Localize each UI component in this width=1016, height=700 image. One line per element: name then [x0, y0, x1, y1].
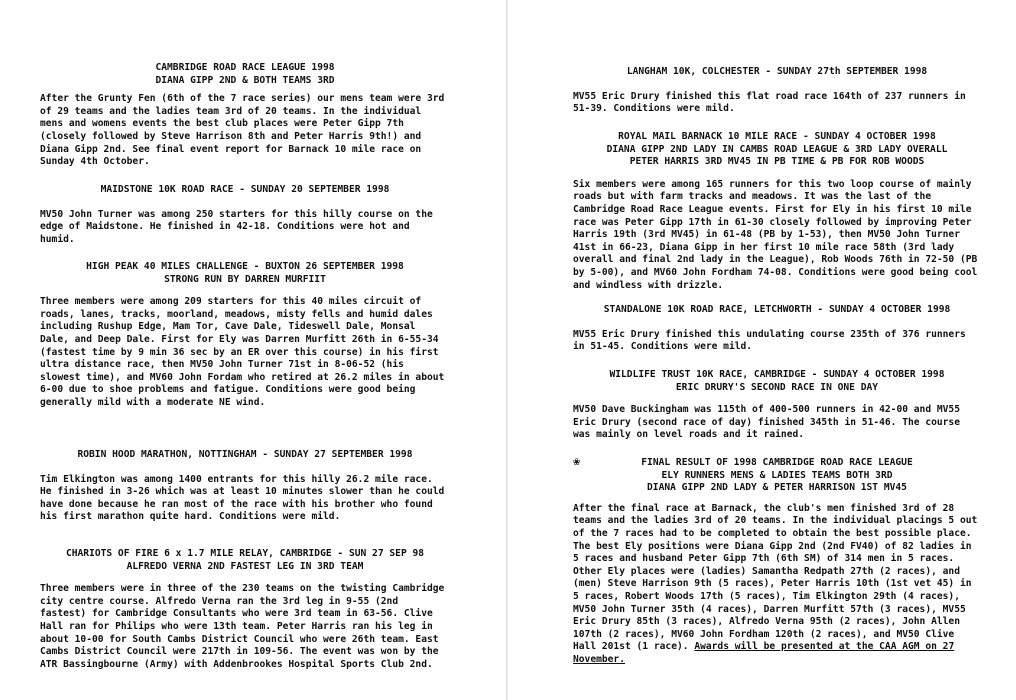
- article-maidstone-10k: [40, 184, 450, 246]
- article-final-result-league: [573, 454, 981, 667]
- article-heading: ROYAL MAIL BARNACK 10 MILE RACE - SUNDAY 4 OCTOBER 1998 DIANA GIPP 2ND LADY IN CAMBS ROAD LEAGUE & 3RD LADY OVERALL PETER HARRIS 3RD MV45 IN PB TIME & PB FOR ROB WOODS: [606, 131, 948, 168]
- club-emblem-icon: ❀: [573, 454, 581, 468]
- article-body: MV50 Dave Buckingham was 115th of 400-500 runners in 42-00 and MV55 Eric Drury (second race of day) finished 345th in 51-46. The course was mainly on level roads and it rained.: [573, 404, 960, 441]
- article-heading: CAMBRIDGE ROAD RACE LEAGUE 1998 DIANA GIPP 2ND & BOTH TEAMS 3RD: [155, 62, 335, 86]
- article-body-text: After the final race at Barnack, the club's men finished 3rd of 28 teams and the ladies 3rd of 20 teams. In the individual placings 5 out of the 7 races had to be completed to obtain the best possible place. The best Ely positions were Diana Gipp 2nd (2nd FV40) of 82 ladies in 5 races and husband Peter Gipp 7th (6th SM) of 314 men in 5 races. Other Ely places were (ladies) Samantha Redpath 27th (2 races), and (men) Steve Harrison 9th (5 races), Peter Harris 10th (1st vet 45) in 5 races, Robert Woods 17th (5 races), Tim Elkington 29th (4 races), MV50 John Turner 35th (4 races), Darren Murfitt 57th (3 races), MV55 Eric Drury 85th (3 races), Alfredo Verna 95th (2 races), John Allen 107th (2 races), MV60 John Fordham 120th (2 races), and MV50 Clive Hall 201st (1 race).: [573, 502, 978, 653]
- article-standalone-10k: [573, 304, 981, 354]
- article-body: After the Grunty Fen (6th of the 7 race series) our mens team were 3rd of 29 teams and the ladies team 3rd of 20 teams. In the individual mens and womens events the best club places were Peter Gipp 7th (closely followed by Steve Harrison 8th and Peter Harris 9th!) and Diana Gipp 2nd. See final event report for Barnack 10 mile race on Sunday 4th October.: [40, 93, 445, 168]
- article-heading: CHARIOTS OF FIRE 6 x 1.7 MILE RELAY, CAMBRIDGE - SUN 27 SEP 98 ALFREDO VERNA 2ND FASTEST LEG IN 3RD TEAM: [65, 548, 425, 572]
- article-body: Three members were among 209 starters for this 40 miles circuit of roads, lanes, tracks, moorland, meadows, misty fells and humid dales including Rushup Edge, Mam Tor, Cave Dale, Tideswell Dale, Monsal Dale, and Deep Dale. First for Ely was Darren Murfitt 26th in 6-55-34 (fastest time by 9 min 36 sec by an ER over this course) in his first ultra distance race, then MV50 John Turner 71st in 8-06-52 (his slowest time), and MV60 John Fordam who retired at 26.2 miles in about 6-00 due to shoe problems and fatigue. Conditions were good being generally mild with a moderate NE wind.: [40, 296, 445, 408]
- article-heading: LANGHAM 10K, COLCHESTER - SUNDAY 27th SEPTEMBER 1998: [626, 66, 928, 77]
- article-body: MV55 Eric Drury finished this undulating course 235th of 376 runners in 51-45. Conditions were mild.: [573, 328, 966, 353]
- article-robin-hood-marathon: [40, 449, 450, 524]
- article-body: Six members were among 165 runners for this two loop course of mainly roads but with farm tracks and meadows. It was the last of the Cambridge Road Race League events. First for Ely in his first 10 mile race was Peter Gipp 17th in 61-30 closely followed by improving Peter Harris 19th (3rd MV45) in 61-48 (PB by 1-53), then MV50 John Turner 41st in 66-23, Diana Gipp in her first 10 mile race 58th (3rd lady overall and final 2nd lady in the League), Rob Woods 76th in 72-50 (PB by 5-00), and MV60 John Fordham 74-08. Conditions were good being cool and windless with drizzle.: [573, 178, 978, 291]
- article-body: MV50 John Turner was among 250 starters for this hilly course on the edge of Maidstone. He finished in 42-18. Conditions were hot and humid.: [40, 208, 433, 245]
- article-heading: STANDALONE 10K ROAD RACE, LETCHWORTH - SUNDAY 4 OCTOBER 1998: [603, 304, 951, 315]
- article-wildlife-trust-10k: [573, 369, 981, 442]
- article-body: [573, 503, 981, 667]
- article-heading: FINAL RESULT OF 1998 CAMBRIDGE ROAD RACE LEAGUE ELY RUNNERS MENS & LADIES TEAMS BOTH 3RD DIANA GIPP 2ND LADY & PETER HARRISON 1ST MV45: [641, 457, 913, 494]
- awards-note: Awards will be presented at the CAA AGM on 27 November.: [573, 641, 955, 665]
- article-heading: WILDLIFE TRUST 10K RACE, CAMBRIDGE - SUNDAY 4 OCTOBER 1998 ERIC DRURY'S SECOND RACE IN ONE DAY: [609, 369, 945, 393]
- article-body: Three members were in three of the 230 teams on the twisting Cambridge city centre course. Alfredo Verna ran the 3rd leg in 9-55 (2nd fastest) for Cambridge Consultants who were 3rd team in 63-56. Clive Hall ran for Philips who were 13th team. Peter Harris ran his leg in about 10-00 for South Cambs District Council who were 26th team. East Cambs District Council were 217th in 109-56. The event was won by the ATR Bassingbourne (Army) with Addenbrookes Hospital Sports Club 2nd.: [40, 583, 445, 670]
- article-cambridge-road-race-league: [40, 62, 450, 169]
- article-heading: HIGH PEAK 40 MILES CHALLENGE - BUXTON 26 SEPTEMBER 1998 STRONG RUN BY DARREN MURFIIT: [86, 261, 404, 285]
- article-royal-mail-barnack: [573, 131, 981, 292]
- article-langham-10k: [573, 66, 981, 116]
- article-body: Tim Elkington was among 1400 entrants for this hilly 26.2 mile race. He finished in 3-26 which was at least 10 minutes slower than he could have done because he ran most of the race with his brother who found his first marathon quite hard. Conditions were mild.: [40, 473, 445, 523]
- article-chariots-of-fire: [40, 548, 450, 671]
- page-gutter: [506, 0, 508, 700]
- article-body: MV55 Eric Drury finished this flat road race 164th of 237 runners in 51-39. Conditions were mild.: [573, 90, 966, 115]
- article-heading: MAIDSTONE 10K ROAD RACE - SUNDAY 20 SEPTEMBER 1998: [100, 184, 390, 195]
- article-heading: ROBIN HOOD MARATHON, NOTTINGHAM - SUNDAY 27 SEPTEMBER 1998: [77, 449, 413, 460]
- article-high-peak-40: [40, 261, 450, 410]
